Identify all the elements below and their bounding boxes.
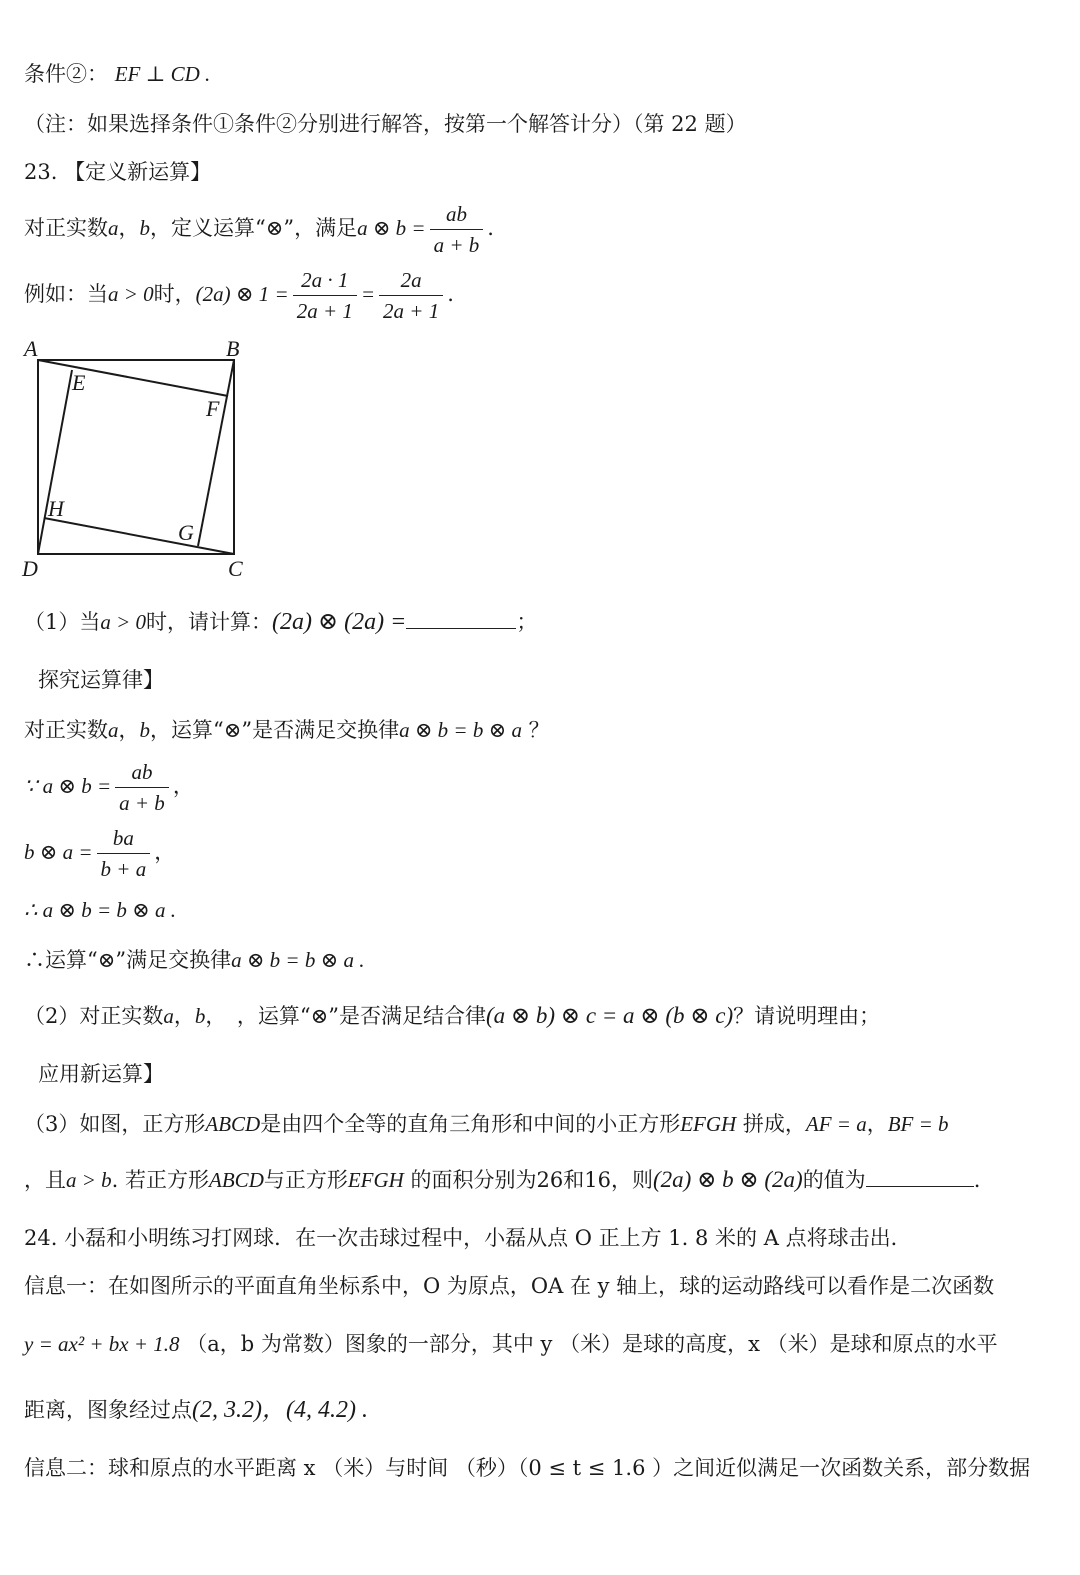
p1-text2: 时，请计算：	[146, 610, 273, 634]
part-2: （2）对正实数a，b， ，运算“⊗”是否满足结合律(a ⊗ b) ⊗ c = a ⊗ (b ⊗ c)？请说明理由；	[24, 1003, 881, 1028]
def-num: ab	[430, 201, 484, 230]
var-b: b	[139, 216, 150, 240]
p3b-expr: (2a) ⊗ b ⊗ (2a)	[653, 1167, 803, 1192]
because-num: ab	[115, 759, 169, 788]
because-frac	[115, 759, 169, 816]
ba-line: b ⊗ a = $\frac{ba}{b + a}$ ，	[24, 826, 176, 881]
p2-law: (a ⊗ b) ⊗ c = a ⊗ (b ⊗ c)	[485, 1003, 734, 1028]
p3b-abcd: ABCD	[209, 1168, 264, 1192]
p1-cond: a > 0	[100, 610, 147, 634]
info-1c	[24, 1396, 368, 1424]
info1c-points: (2, 3.2)，(4, 4.2) .	[192, 1397, 368, 1423]
example-cond: a > 0	[108, 282, 154, 306]
p1-answer-blank[interactable]	[406, 608, 516, 629]
p3-answer-blank[interactable]	[866, 1166, 974, 1187]
label-e: E	[72, 370, 86, 395]
because-line: ∵ a ⊗ b = $\frac{ab}{a + b}$ ，	[24, 760, 194, 815]
def-den: a + b	[433, 233, 480, 257]
example-num1: 2a · 1	[293, 267, 357, 296]
label-g: G	[178, 520, 194, 545]
label-h: H	[48, 496, 64, 521]
p3b-text5: 的值为	[802, 1168, 866, 1192]
square-figure	[18, 332, 258, 582]
def-lhs: a ⊗ b =	[357, 216, 426, 240]
p3b-cond: a > b	[66, 1168, 112, 1192]
p3-text: （3）如图，正方形	[24, 1112, 206, 1136]
ba-num: ba	[97, 825, 151, 854]
label-b: B	[226, 336, 240, 361]
ba-den: b + a	[100, 857, 147, 881]
def-fraction	[430, 201, 484, 258]
p3b-text3: 与正方形	[263, 1168, 348, 1192]
info-2: 信息二：球和原点的水平距离 x （米）与时间 （秒）（0 ≤ t ≤ 1.6 ）之间近似满足一次函数关系，部分数据	[24, 1456, 1031, 1480]
example-frac2	[379, 267, 443, 324]
label-d: D	[22, 556, 38, 581]
info-1b	[24, 1330, 998, 1358]
p2-text3: ？请说明理由；	[733, 1004, 881, 1028]
apply-title: 应用新运算】	[38, 1062, 164, 1086]
cond2-math: EF ⊥ CD .	[114, 62, 211, 86]
therefore2-text: ∴运算“⊗”满足交换律	[24, 948, 232, 972]
example-num2: 2a	[379, 267, 443, 296]
comm-text: 对正实数	[24, 718, 108, 742]
line-b-g	[198, 360, 234, 546]
condition-2	[24, 60, 210, 88]
line-a-f	[38, 360, 228, 396]
p3-text3: 拼成，	[742, 1112, 806, 1136]
info-1a: 信息一：在如图所示的平面直角坐标系中，O 为原点，OA 在 y 轴上，球的运动路线可以看作是二次函数	[24, 1274, 995, 1298]
cond2-label: 条件②：	[24, 62, 108, 86]
line-d-e	[38, 370, 72, 554]
part-3-line2: ，且a > b. 若正方形ABCD与正方形EFGH 的面积分别为26和16，则(2a) ⊗ b ⊗ (2a)的值为 .	[24, 1167, 981, 1192]
example-lhs: (2a) ⊗ 1 =	[195, 282, 289, 306]
example-frac1	[293, 267, 357, 324]
p3b-text4: 的面积分别为26和16，则	[410, 1168, 653, 1192]
because-den: a + b	[119, 791, 165, 815]
info1c-text: 距离，图象经过点	[24, 1398, 192, 1422]
p3-text2: 是由四个全等的直角三角形和中间的小正方形	[260, 1112, 681, 1136]
ba-lhs: b ⊗ a =	[24, 840, 93, 864]
example: 例如：当a > 0时，(2a) ⊗ 1 = $\frac{2a \cdot 1}{2a + 1}$ = $\frac{2a}{2a + 1}$ .	[24, 268, 454, 323]
p2-text: （2）对正实数	[24, 1004, 164, 1028]
therefore-1	[24, 896, 176, 924]
ba-frac	[97, 825, 151, 882]
comm-text2: ，运算“⊗”是否满足交换律	[150, 718, 400, 742]
def-text2: ，定义运算“⊗”，满足	[150, 216, 358, 240]
q23-title: 23. 【定义新运算】	[24, 160, 212, 184]
label-a: A	[24, 336, 38, 361]
example-den2: 2a + 1	[383, 299, 440, 323]
example-text2: 时，	[153, 282, 196, 306]
therefore2-law: a ⊗ b = b ⊗ a .	[231, 948, 365, 972]
info1b-math: y = ax² + bx + 1.8	[24, 1332, 180, 1356]
therefore-2	[24, 946, 364, 974]
example-text: 例如：当	[24, 282, 108, 306]
label-f: F	[206, 396, 220, 421]
var-a: a	[108, 216, 119, 240]
definition: 对正实数a，b，定义运算“⊗”，满足a ⊗ b = $\frac{ab}{a + b}$ .	[24, 202, 494, 257]
p3b-efgh: EFGH	[347, 1168, 404, 1192]
def-text: 对正实数	[24, 216, 108, 240]
p3-af: AF = a	[805, 1112, 867, 1136]
comm-law: a ⊗ b = b ⊗ a	[399, 718, 522, 742]
p3b-text2: . 若正方形	[111, 1168, 210, 1192]
commutative-question: 对正实数a，b，运算“⊗”是否满足交换律a ⊗ b = b ⊗ a ？	[24, 718, 550, 742]
therefore1-math: ∴ a ⊗ b = b ⊗ a .	[24, 898, 176, 922]
note: （注：如果选择条件①条件②分别进行解答，按第一个解答计分）（第 22 题）	[24, 112, 747, 136]
outer-square-abcd	[38, 360, 234, 554]
line-c-h	[44, 518, 234, 554]
p3-bf: BF = b	[887, 1112, 949, 1136]
explore-title: 探究运算律】	[38, 668, 164, 692]
example-den1: 2a + 1	[296, 299, 353, 323]
q24: 24. 小磊和小明练习打网球．在一次击球过程中，小磊从点 O 正上方 1. 8 米的 A 点将球击出．	[24, 1226, 912, 1250]
p3-efgh: EFGH	[680, 1112, 737, 1136]
part-1: （1）当a > 0时，请计算：(2a) ⊗ (2a) = ；	[24, 609, 538, 635]
info1b-text: （a，b 为常数）图象的一部分，其中 y （米）是球的高度，x （米）是球和原点的水平	[186, 1332, 998, 1356]
p3b-text1: ，且	[24, 1168, 66, 1192]
p1-expr: (2a) ⊗ (2a) =	[272, 609, 407, 635]
because-lhs: ∵ a ⊗ b =	[24, 774, 112, 798]
p2-text2: ，运算“⊗”是否满足结合律	[236, 1004, 486, 1028]
p1-text: （1）当	[24, 610, 101, 634]
p3-abcd: ABCD	[205, 1112, 261, 1136]
label-c: C	[228, 556, 243, 581]
part-3-line1: （3）如图，正方形ABCD是由四个全等的直角三角形和中间的小正方形EFGH 拼成，AF = a，BF = b	[24, 1112, 949, 1136]
